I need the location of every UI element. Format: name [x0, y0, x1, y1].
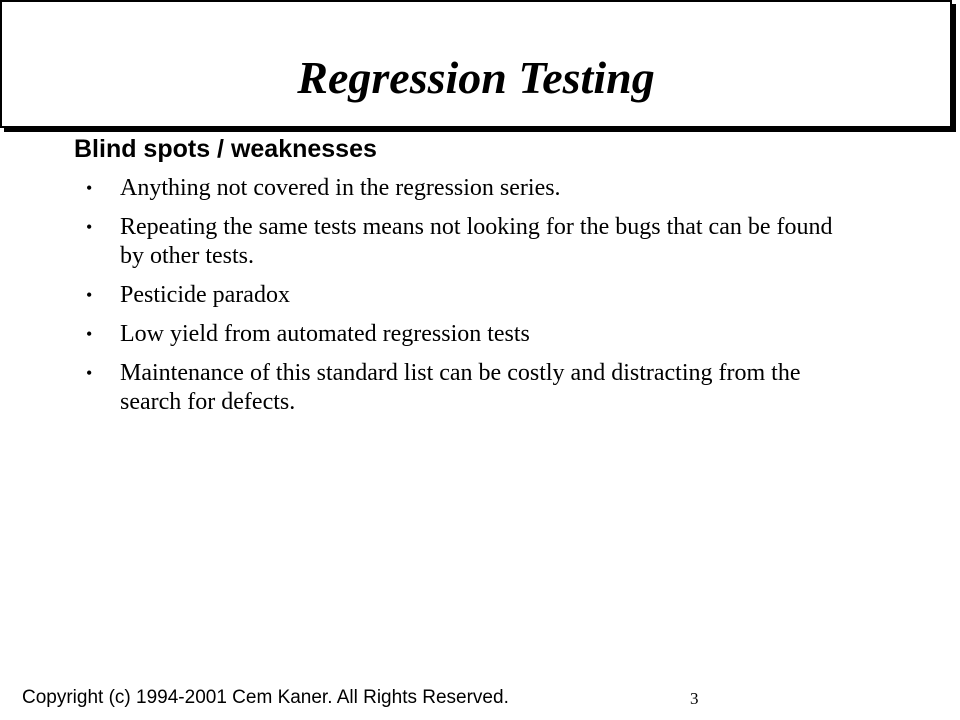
slide-subheading: Blind spots / weaknesses: [74, 135, 377, 163]
bullet-dot-icon: •: [86, 324, 93, 344]
bullet-text: Repeating the same tests means not looking for the bugs that can be found by other tests.: [120, 214, 833, 269]
bullet-text: Maintenance of this standard list can be costly and distracting from the search for defects.: [120, 360, 801, 415]
bullet-item: [82, 359, 862, 417]
bullet-dot-icon: •: [86, 363, 93, 383]
bullet-dot-icon: •: [86, 217, 93, 237]
bullet-dot-icon: •: [86, 178, 93, 198]
bullet-text: Anything not covered in the regression series.: [120, 175, 561, 201]
bullet-list: [82, 174, 862, 427]
bullet-text: Low yield from automated regression tests: [120, 321, 530, 347]
copyright-footer: Copyright (c) 1994-2001 Cem Kaner. All Rights Reserved.: [22, 687, 509, 708]
bullet-dot-icon: •: [86, 285, 93, 305]
slide-title: Regression Testing: [297, 52, 655, 103]
bullet-item: [82, 174, 862, 203]
bullet-item: [82, 281, 862, 310]
bullet-text: Pesticide paradox: [120, 282, 290, 308]
page-number: 3: [690, 689, 699, 708]
bullet-item: [82, 320, 862, 349]
bullet-item: [82, 213, 862, 271]
